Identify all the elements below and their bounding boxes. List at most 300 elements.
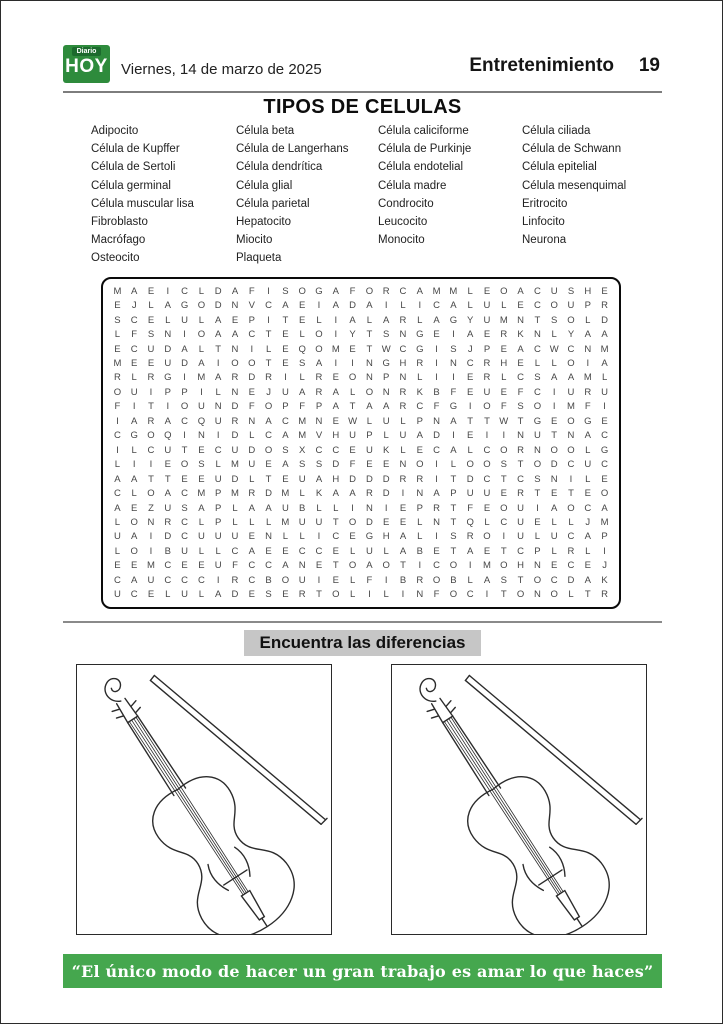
grid-letter: E	[366, 459, 373, 471]
grid-letter: C	[533, 300, 541, 312]
grid-letter: R	[399, 314, 407, 326]
grid-letter: U	[298, 473, 306, 485]
grid-letter: C	[601, 430, 609, 442]
grid-letter: A	[416, 285, 423, 297]
grid-letter: T	[450, 473, 457, 485]
grid-letter: T	[500, 473, 507, 485]
grid-letter: E	[517, 300, 524, 312]
grid-letter: M	[600, 343, 609, 355]
grid-letter: L	[501, 300, 507, 312]
grid-letter: L	[265, 516, 272, 528]
grid-letter: A	[349, 488, 356, 500]
edition-date: Viernes, 14 de marzo de 2025	[121, 61, 322, 78]
grid-letter: R	[248, 488, 256, 500]
grid-letter: C	[130, 343, 138, 355]
grid-letter: G	[130, 430, 138, 442]
wordsearch-frame	[101, 277, 621, 609]
grid-letter: A	[282, 430, 289, 442]
grid-letter: S	[551, 314, 558, 326]
grid-letter: A	[332, 401, 339, 413]
grid-letter: T	[450, 502, 457, 514]
grid-letter: N	[365, 502, 373, 514]
grid-letter: O	[315, 343, 323, 355]
grid-letter: E	[131, 502, 138, 514]
grid-letter: C	[181, 488, 189, 500]
grid-letter: I	[569, 473, 573, 485]
grid-letter: O	[332, 589, 340, 601]
grid-letter: A	[584, 329, 591, 341]
grid-letter: E	[433, 329, 440, 341]
grid-letter: M	[298, 430, 307, 442]
grid-letter: U	[181, 589, 189, 601]
grid-letter: L	[349, 574, 356, 586]
grid-letter: G	[600, 444, 609, 456]
grid-letter: V	[248, 300, 255, 312]
grid-letter: U	[584, 459, 592, 471]
grid-letter: O	[567, 502, 575, 514]
grid-letter: E	[483, 329, 491, 341]
grid-letter: C	[113, 574, 121, 586]
grid-letter: E	[383, 516, 390, 528]
grid-letter: A	[551, 372, 558, 384]
grid-letter: A	[399, 545, 407, 557]
grid-letter: M	[432, 285, 441, 297]
grid-letter: A	[282, 300, 289, 312]
grid-letter: C	[533, 386, 541, 398]
grid-letter: C	[181, 516, 189, 528]
wordsearch-grid	[109, 284, 613, 602]
grid-letter: I	[116, 415, 119, 427]
grid-letter: L	[265, 343, 272, 355]
grid-letter: A	[164, 300, 171, 312]
grid-letter: A	[114, 502, 121, 514]
grid-letter: P	[450, 488, 457, 500]
grid-letter: I	[435, 531, 438, 543]
word-item: Célula dendrítica	[236, 161, 323, 174]
grid-letter: P	[584, 300, 591, 312]
grid-letter: N	[533, 589, 541, 601]
grid-letter: U	[382, 415, 390, 427]
grid-letter: O	[281, 574, 290, 586]
grid-letter: O	[550, 589, 558, 601]
grid-letter: F	[584, 401, 591, 413]
grid-letter: E	[500, 343, 507, 355]
grid-letter: F	[232, 560, 238, 572]
grid-letter: L	[383, 430, 389, 442]
grid-letter: A	[215, 372, 222, 384]
grid-letter: O	[264, 401, 273, 413]
grid-letter: R	[147, 372, 155, 384]
grid-letter: U	[147, 343, 155, 355]
grid-letter: D	[433, 430, 441, 442]
grid-letter: T	[500, 589, 507, 601]
grid-letter: C	[265, 560, 273, 572]
grid-letter: I	[216, 357, 220, 369]
grid-letter: R	[416, 357, 424, 369]
grid-letter: N	[533, 444, 541, 456]
word-item: Célula endotelial	[378, 161, 464, 174]
grid-letter: U	[533, 430, 541, 442]
grid-letter: C	[197, 574, 205, 586]
grid-letter: R	[466, 531, 474, 543]
grid-letter: F	[500, 401, 507, 413]
grid-letter: F	[248, 285, 255, 297]
grid-letter: I	[468, 560, 472, 572]
grid-letter: D	[382, 473, 390, 485]
word-list-column-1	[91, 122, 194, 268]
grid-letter: T	[584, 589, 591, 601]
grid-letter: T	[517, 459, 524, 471]
grid-letter: A	[332, 386, 339, 398]
grid-letter: M	[600, 516, 609, 528]
grid-letter: I	[603, 401, 606, 413]
grid-letter: L	[467, 444, 473, 456]
grid-letter: O	[567, 357, 575, 369]
grid-letter: A	[416, 430, 423, 442]
grid-letter: L	[551, 516, 557, 528]
grid-letter: L	[366, 314, 373, 326]
grid-letter: S	[517, 401, 524, 413]
grid-letter: R	[315, 386, 323, 398]
grid-letter: L	[585, 473, 591, 485]
grid-letter: E	[131, 357, 138, 369]
grid-letter: I	[216, 430, 220, 442]
grid-letter: O	[231, 357, 239, 369]
grid-letter: A	[131, 415, 138, 427]
grid-letter: G	[416, 343, 424, 355]
grid-letter: I	[485, 430, 489, 442]
grid-letter: J	[585, 516, 591, 528]
grid-letter: A	[483, 574, 491, 586]
grid-letter: O	[567, 444, 575, 456]
grid-letter: L	[131, 488, 137, 500]
grid-letter: E	[551, 560, 558, 572]
grid-letter: A	[248, 502, 255, 514]
logo-diario-label: Diario	[72, 47, 102, 56]
grid-letter: D	[365, 516, 373, 528]
grid-letter: I	[149, 545, 153, 557]
grid-letter: D	[567, 574, 575, 586]
grid-letter: A	[315, 473, 323, 485]
grid-letter: U	[147, 574, 155, 586]
grid-letter: D	[332, 459, 340, 471]
grid-letter: I	[317, 300, 321, 312]
grid-letter: L	[232, 502, 238, 514]
grid-letter: E	[551, 488, 558, 500]
grid-letter: D	[231, 401, 239, 413]
grid-letter: I	[200, 386, 203, 398]
grid-letter: G	[533, 415, 542, 427]
word-list-column-2	[236, 122, 349, 268]
grid-letter: L	[215, 459, 221, 471]
grid-letter: I	[452, 430, 455, 442]
grid-letter: K	[601, 574, 608, 586]
grid-letter: N	[197, 430, 205, 442]
grid-letter: P	[534, 545, 541, 557]
grid-letter: F	[366, 574, 373, 586]
grid-letter: I	[552, 401, 556, 413]
grid-letter: S	[147, 329, 155, 341]
grid-letter: N	[567, 430, 575, 442]
grid-letter: U	[281, 386, 289, 398]
grid-letter: L	[316, 314, 322, 326]
grid-letter: L	[198, 589, 205, 601]
grid-letter: E	[282, 357, 289, 369]
grid-letter: A	[215, 589, 222, 601]
grid-letter: L	[349, 545, 356, 557]
grid-letter: O	[500, 502, 508, 514]
grid-letter: R	[399, 386, 407, 398]
grid-letter: O	[483, 459, 491, 471]
word-item: Célula de Schwann	[522, 143, 622, 156]
grid-letter: C	[181, 531, 189, 543]
grid-letter: L	[215, 545, 221, 557]
grid-letter: U	[365, 545, 373, 557]
grid-letter: I	[216, 574, 220, 586]
word-item: Célula epitelial	[522, 161, 597, 174]
grid-letter: U	[164, 502, 172, 514]
grid-letter: C	[533, 343, 541, 355]
grid-letter: I	[267, 314, 270, 326]
grid-letter: L	[131, 444, 137, 456]
grid-letter: S	[534, 473, 541, 485]
grid-letter: E	[483, 545, 491, 557]
grid-letter: H	[382, 531, 390, 543]
grid-letter: U	[281, 502, 289, 514]
puzzle-title: TIPOS DE CELULAS	[263, 96, 462, 118]
grid-letter: N	[248, 415, 256, 427]
word-item: Adipocito	[91, 125, 139, 137]
grid-letter: T	[467, 415, 474, 427]
grid-letter: D	[231, 589, 239, 601]
grid-letter: E	[181, 560, 188, 572]
word-item: Monocito	[378, 234, 425, 247]
grid-letter: D	[231, 473, 239, 485]
grid-letter: O	[550, 300, 558, 312]
grid-letter: P	[416, 415, 423, 427]
grid-letter: J	[467, 343, 473, 355]
grid-letter: G	[449, 314, 458, 326]
grid-letter: R	[231, 415, 239, 427]
grid-letter: E	[332, 415, 339, 427]
grid-letter: O	[147, 488, 155, 500]
grid-letter: E	[248, 386, 255, 398]
grid-letter: T	[349, 401, 356, 413]
grid-letter: N	[517, 430, 525, 442]
grid-letter: Y	[349, 329, 356, 341]
grid-letter: A	[467, 545, 474, 557]
grid-letter: I	[435, 459, 438, 471]
grid-letter: L	[299, 531, 305, 543]
grid-letter: L	[383, 545, 389, 557]
grid-letter: S	[567, 285, 575, 297]
grid-letter: E	[299, 300, 306, 312]
grid-letter: B	[164, 545, 171, 557]
word-item: Célula beta	[236, 125, 295, 137]
grid-letter: T	[148, 473, 154, 485]
grid-letter: N	[449, 357, 457, 369]
grid-letter: K	[517, 329, 524, 341]
grid-letter: O	[416, 459, 424, 471]
grid-letter: P	[483, 343, 491, 355]
grid-letter: E	[114, 343, 121, 355]
grid-letter: O	[600, 488, 609, 500]
grid-letter: I	[384, 574, 388, 586]
word-item: Osteocito	[91, 252, 140, 265]
grid-letter: C	[483, 444, 491, 456]
grid-letter: I	[149, 459, 153, 471]
grid-letter: C	[433, 300, 441, 312]
grid-letter: E	[349, 444, 356, 456]
grid-letter: U	[483, 314, 491, 326]
grid-letter: T	[265, 473, 272, 485]
grid-letter: A	[601, 357, 608, 369]
grid-letter: N	[382, 386, 390, 398]
grid-letter: C	[584, 502, 592, 514]
grid-letter: M	[113, 285, 122, 297]
grid-letter: R	[416, 473, 424, 485]
grid-letter: A	[467, 329, 474, 341]
grid-letter: E	[265, 545, 272, 557]
grid-letter: U	[164, 444, 172, 456]
grid-letter: A	[282, 459, 289, 471]
grid-letter: I	[435, 343, 438, 355]
grid-letter: M	[113, 357, 122, 369]
grid-letter: D	[214, 285, 222, 297]
word-item: Célula de Sertoli	[91, 161, 176, 174]
grid-letter: I	[132, 401, 136, 413]
grid-letter: N	[550, 473, 558, 485]
grid-letter: R	[113, 372, 121, 384]
grid-letter: L	[198, 314, 205, 326]
grid-letter: A	[601, 502, 608, 514]
word-item: Célula ciliada	[522, 125, 591, 137]
grid-letter: M	[583, 372, 592, 384]
grid-letter: K	[383, 444, 390, 456]
grid-letter: I	[116, 444, 119, 456]
grid-letter: C	[399, 285, 407, 297]
grid-letter: U	[113, 589, 121, 601]
grid-letter: G	[449, 401, 458, 413]
grid-letter: C	[433, 444, 441, 456]
grid-letter: T	[534, 488, 541, 500]
grid-letter: P	[164, 386, 171, 398]
grid-letter: T	[332, 516, 339, 528]
grid-letter: C	[500, 516, 508, 528]
grid-letter: R	[399, 401, 407, 413]
grid-letter: B	[299, 502, 306, 514]
grid-letter: L	[215, 386, 221, 398]
grid-letter: J	[266, 386, 271, 398]
grid-letter: E	[114, 300, 121, 312]
grid-letter: L	[467, 285, 473, 297]
grid-letter: U	[483, 300, 491, 312]
quote-text: “El único modo de hacer un gran trabajo es amar lo que haces”	[71, 961, 654, 981]
grid-letter: R	[231, 574, 239, 586]
grid-letter: S	[181, 502, 188, 514]
grid-letter: O	[533, 574, 542, 586]
grid-letter: S	[534, 372, 541, 384]
grid-letter: I	[536, 502, 539, 514]
word-item: Miocito	[236, 234, 273, 247]
grid-letter: A	[517, 343, 524, 355]
grid-letter: O	[348, 516, 357, 528]
grid-letter: G	[164, 372, 172, 384]
grid-letter: F	[299, 401, 306, 413]
grid-letter: O	[500, 285, 508, 297]
grid-letter: I	[149, 531, 153, 543]
grid-letter: T	[164, 473, 171, 485]
grid-letter: C	[181, 285, 189, 297]
grid-letter: L	[585, 314, 591, 326]
grid-letter: L	[467, 300, 473, 312]
grid-letter: U	[214, 531, 222, 543]
grid-letter: X	[299, 444, 306, 456]
grid-letter: R	[517, 488, 525, 500]
grid-letter: Z	[148, 502, 154, 514]
grid-letter: I	[183, 372, 186, 384]
grid-letter: W	[381, 343, 391, 355]
grid-letter: H	[332, 430, 340, 442]
grid-letter: R	[416, 574, 424, 586]
grid-letter: B	[399, 574, 407, 586]
grid-letter: C	[416, 401, 424, 413]
grid-letter: Q	[466, 516, 474, 528]
grid-letter: A	[231, 329, 239, 341]
grid-letter: N	[517, 314, 525, 326]
grid-letter: T	[316, 589, 322, 601]
grid-letter: C	[567, 343, 575, 355]
grid-letter: C	[130, 314, 138, 326]
grid-letter: Y	[567, 329, 575, 341]
grid-letter: C	[332, 531, 340, 543]
grid-letter: U	[214, 415, 222, 427]
grid-letter: I	[384, 300, 388, 312]
grid-letter: P	[315, 401, 323, 413]
grid-letter: L	[417, 531, 423, 543]
grid-letter: A	[517, 285, 524, 297]
grid-letter: U	[365, 444, 373, 456]
grid-letter: I	[552, 386, 556, 398]
grid-letter: D	[248, 444, 256, 456]
grid-letter: T	[517, 415, 524, 427]
grid-letter: O	[449, 560, 458, 572]
grid-letter: G	[365, 531, 374, 543]
grid-letter: O	[197, 329, 206, 341]
grid-letter: I	[368, 589, 371, 601]
grid-letter: E	[332, 545, 339, 557]
grid-letter: C	[248, 574, 256, 586]
grid-letter: U	[517, 531, 525, 543]
grid-letter: L	[349, 386, 356, 398]
grid-letter: M	[449, 285, 458, 297]
grid-letter: U	[483, 386, 491, 398]
grid-letter: L	[165, 314, 171, 326]
word-item: Leucocito	[378, 215, 428, 228]
grid-letter: E	[467, 372, 474, 384]
grid-letter: L	[198, 285, 205, 297]
grid-letter: M	[298, 415, 307, 427]
word-item: Célula de Langerhans	[236, 143, 349, 156]
grid-letter: T	[500, 545, 507, 557]
grid-letter: U	[113, 531, 121, 543]
grid-letter: P	[215, 516, 222, 528]
grid-letter: F	[450, 386, 457, 398]
grid-letter: N	[265, 531, 273, 543]
grid-letter: I	[468, 401, 472, 413]
grid-letter: E	[416, 444, 423, 456]
grid-letter: D	[248, 372, 256, 384]
